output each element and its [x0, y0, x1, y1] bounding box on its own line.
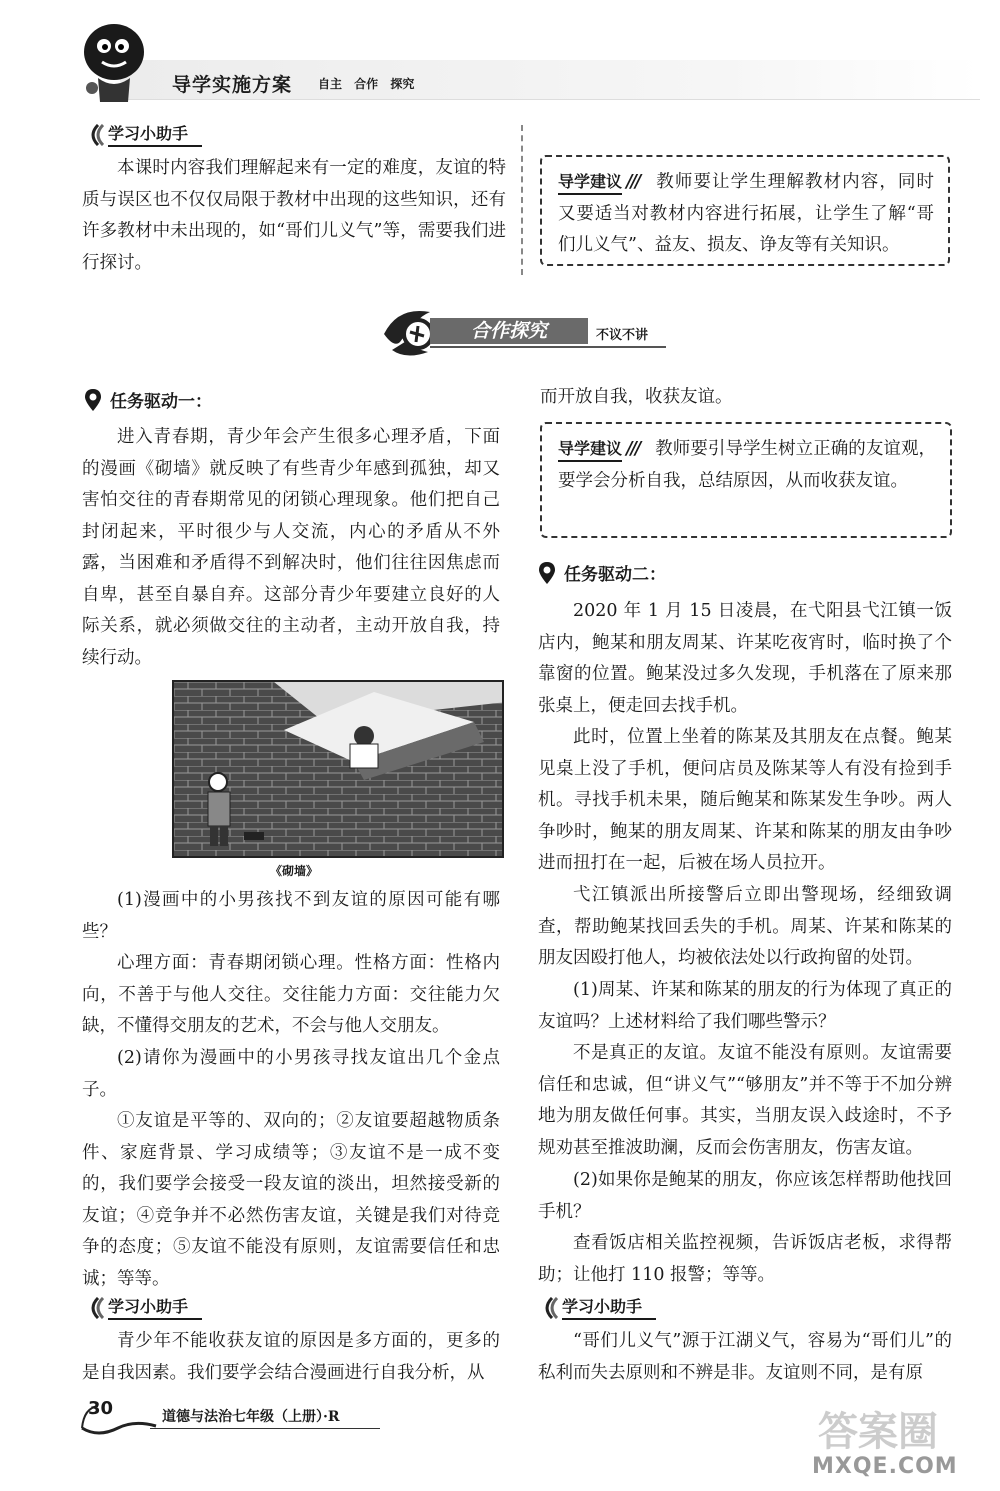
header-subtitle: 自主 合作 探究 [318, 77, 415, 91]
guide-label: 导学建议 [558, 438, 622, 462]
comic-caption: 《砌墙》 [270, 864, 319, 878]
comic-image [172, 680, 504, 858]
guide-text-top: 教师要让学生理解教材内容，同时又要适当对教材内容进行拓展，让学生了解“哥们儿义气”、益友、损友、诤友等有关知识。 [558, 172, 934, 255]
guide-slash-icon: /// [626, 439, 640, 459]
guide-label: 导学建议 [558, 171, 622, 195]
helper-heading-top [86, 122, 202, 148]
footer-line [150, 1428, 380, 1429]
task2-paragraph-1: 2020 年 1 月 15 日凌晨，在弋阳县弋江镇一饭店内，鲍某和朋友周某、许某吃夜宵时，临时换了个靠窗的位置。鲍某没过多久发现，手机落在了原来那张桌上，便走回去找手机。 [538, 601, 952, 716]
watermark-logo: 答案圈 [818, 1409, 938, 1455]
right-continuation: 而开放自我，收获友谊。 [540, 387, 733, 407]
mascot-icon [78, 18, 150, 106]
guide-slash-icon: /// [626, 172, 640, 192]
helper-marker-icon [540, 1297, 558, 1319]
task2-paragraph-3: 弋江镇派出所接警后立即出警现场，经细致调查，帮助鲍某找回丢失的手机。周某、许某和陈某的朋友因殴打他人，均被依法处以行政拘留的处罚。 [538, 885, 952, 968]
task2-heading [538, 560, 666, 585]
task1-heading [84, 387, 212, 412]
task1-heading-text: 任务驱动一： [110, 392, 212, 412]
task2-question-2: (2)如果你是鲍某的朋友，你应该怎样帮助他找回手机？ [538, 1170, 952, 1222]
task2-paragraph-2: 此时，位置上坐着的陈某及其朋友在点餐。鲍某见桌上没了手机，便问店员及陈某等人有没有捡到手机。寻找手机未果，随后鲍某和陈某发生争吵。两人争吵时，鲍某的朋友周某、许某和陈某的朋友由争吵进而扭打在一起，后被在场人员拉开。 [538, 727, 952, 873]
guide-box-top [540, 155, 950, 266]
helper-marker-icon [86, 124, 104, 146]
task1-answer-1: 心理方面：青春期闭锁心理。性格方面：性格内向，不善于与他人交往。交往能力方面：交往能力欠缺，不懂得交朋友的艺术，不会与他人交朋友。 [82, 953, 500, 1036]
helper-text-top: 本课时内容我们理解起来有一定的难度，友谊的特质与误区也不仅仅局限于教材中出现的这些知识，还有许多教材中未出现的，如“哥们儿义气”等，需要我们进行探讨。 [82, 158, 506, 273]
helper-label: 学习小助手 [562, 1296, 656, 1320]
location-pin-icon [538, 561, 556, 585]
helper-heading-task2 [540, 1295, 656, 1321]
guide-text-right: 教师要引导学生树立正确的友谊观，要学会分析自我，总结原因，从而收获友谊。 [558, 439, 936, 491]
task2-answer-1: 不是真正的友谊。友谊不能没有原则。友谊需要信任和忠诚，但“讲义气”“够朋友”并不等于不加分辨地为朋友做任何事。其实，当朋友误入歧途时，不予规劝甚至推波助澜，反而会伤害朋友，伤害友谊。 [538, 1043, 952, 1158]
helper-heading-task1 [86, 1295, 202, 1321]
banner-title: 合作探究 [430, 318, 588, 344]
banner-subtitle: 不议不讲 [596, 328, 649, 343]
task1-question-1: (1)漫画中的小男孩找不到友谊的原因可能有哪些？ [82, 890, 500, 942]
task2-heading-text: 任务驱动二： [564, 565, 666, 585]
footer-book-title: 道德与法治七年级（上册）·R [162, 1409, 340, 1425]
watermark-url: MXQE.COM [812, 1454, 958, 1479]
helper-text-task2: “哥们儿义气”源于江湖义气，容易为“哥们儿”的私利而失去原则和不辨是非。友谊则不同，是有原 [538, 1331, 952, 1383]
task1-question-2: (2)请你为漫画中的小男孩寻找友谊出几个金点子。 [82, 1048, 500, 1100]
task2-answer-2: 查看饭店相关监控视频，告诉饭店老板，求得帮助；让他打 110 报警；等等。 [538, 1233, 952, 1285]
location-pin-icon [84, 388, 102, 412]
task1-answer-2: ①友谊是平等的、双向的；②友谊要超越物质条件、家庭背景、学习成绩等；③友谊不是一成不变的，我们要学会接受一段友谊的淡出，坦然接受新的友谊；④竞争并不必然伤害友谊，关键是我们对待竞争的态度；⑤友谊不能没有原则，友谊需要信任和忠诚；等等。 [82, 1111, 500, 1289]
helper-marker-icon [86, 1297, 104, 1319]
page-header [0, 0, 1000, 110]
task2-question-1: (1)周某、许某和陈某的朋友的行为体现了真正的友谊吗？上述材料给了我们哪些警示？ [538, 980, 952, 1032]
helper-label: 学习小助手 [108, 1296, 202, 1320]
guide-box-right [540, 422, 952, 538]
helper-text-task1: 青少年不能收获友谊的原因是多方面的，更多的是自我因素。我们要学会结合漫画进行自我分析，从 [82, 1331, 500, 1383]
page-number: 30 [88, 1398, 114, 1419]
task1-intro: 进入青春期，青少年会产生很多心理矛盾，下面的漫画《砌墙》就反映了有些青少年感到孤独，却又害怕交往的青春期常见的闭锁心理现象。他们把自己封闭起来，平时很少与人交流，内心的矛盾从不外露，当困难和矛盾得不到解决时，他们往往因焦虑而自卑，甚至自暴自弃。这部分青少年要建立良好的人际关系，就必须做交往的主动者，主动开放自我，持续行动。 [82, 427, 500, 668]
column-divider [521, 125, 523, 275]
helper-label: 学习小助手 [108, 123, 202, 147]
banner-underline [430, 346, 666, 348]
brick-wall-illustration [174, 682, 504, 858]
header-title: 导学实施方案 [172, 74, 293, 96]
